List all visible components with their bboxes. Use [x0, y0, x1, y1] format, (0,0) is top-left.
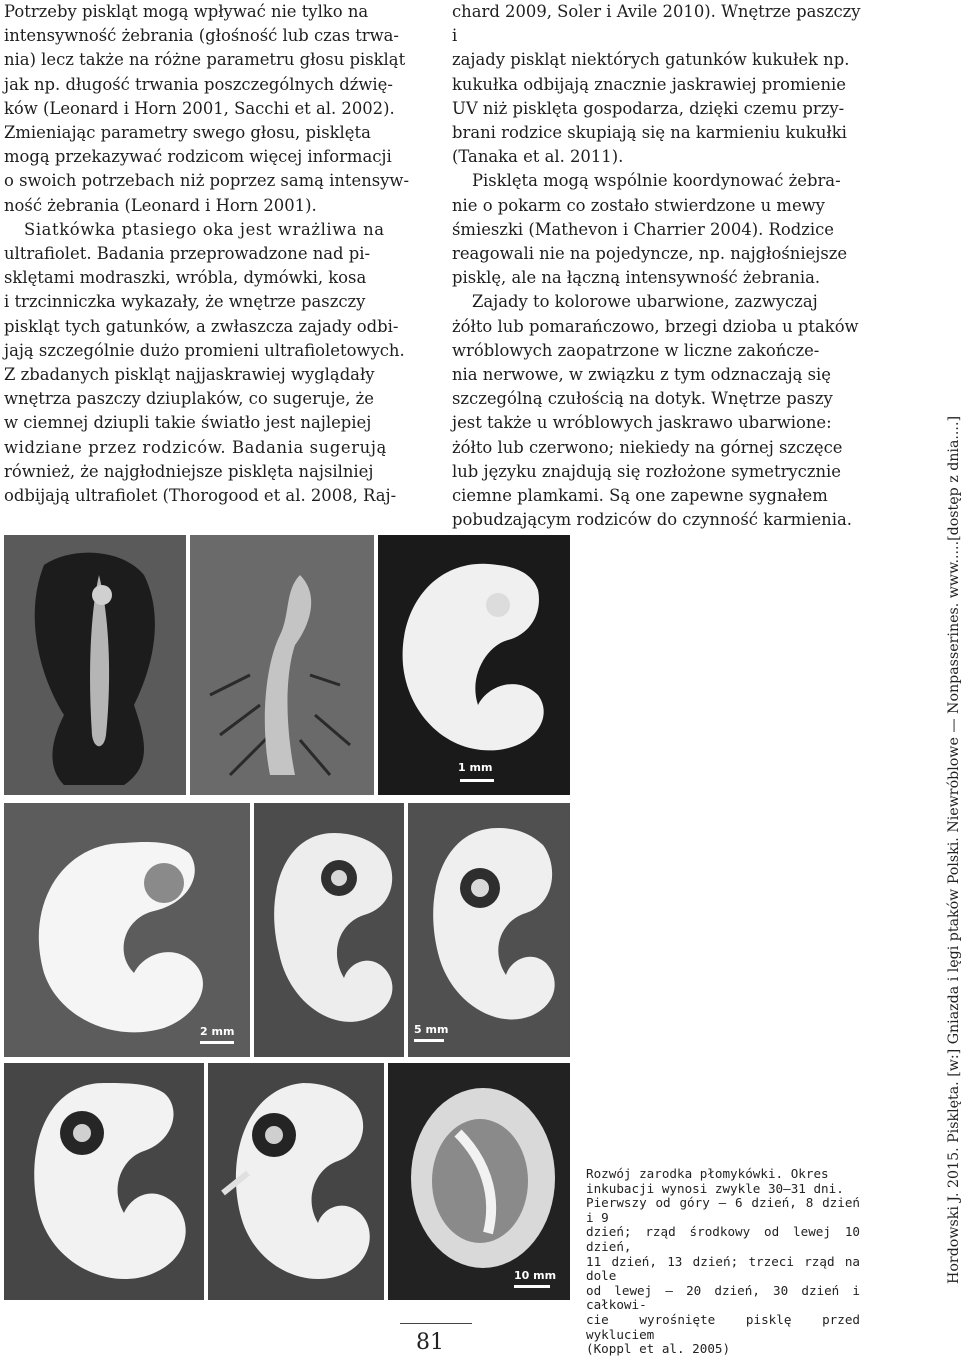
- text-line: jak np. długość trwania poszczególnych dźwię-: [4, 74, 393, 94]
- text-line: pobudzającym rodziców do czynność karmienia.: [452, 510, 852, 530]
- text-line: jest także u wróblowych jaskrawo ubarwione:: [452, 413, 832, 433]
- embryo-photo-day-20: [4, 1063, 204, 1300]
- text-line: Z zbadanych piskląt najjaskrawiej wyglądały: [4, 365, 375, 385]
- text-line: odbijają ultrafiolet (Thorogood et al. 2008, Raj-: [4, 486, 397, 506]
- text-line: kukułka odbijają znacznie jaskrawiej promienie: [452, 74, 846, 94]
- embryo-photo-day-8: [190, 535, 374, 795]
- text-line: pisklę, ale na łączną intensywność żebrania.: [452, 268, 821, 288]
- text-line: Siatkówka ptasiego oka jest wrażliwa na: [24, 219, 385, 239]
- text-line: żółto lub czerwono; niekiedy na górnej szczęce: [452, 437, 843, 457]
- caption-line: Pierwszy od góry – 6 dzień, 8 dzień i 9: [586, 1195, 860, 1225]
- text-line: ków (Leonard i Horn 2001, Sacchi et al. 2002).: [4, 98, 395, 118]
- text-line: reagowali nie na pojedyncze, np. najgłośniejsze: [452, 244, 848, 264]
- footer-divider: [400, 1323, 472, 1324]
- embryo-photo-day-10: [4, 803, 250, 1057]
- page-number: 81: [416, 1330, 444, 1355]
- scale-label: 5 mm: [414, 1023, 449, 1036]
- embryo-photo-hatching: [388, 1063, 570, 1300]
- text-line: w ciemnej dziupli takie światło jest najlepiej: [4, 413, 372, 433]
- caption-line: (Koppl et al. 2005): [586, 1341, 731, 1357]
- embryo-photo-day-9: [378, 535, 570, 795]
- text-line: Zajady to kolorowe ubarwione, zazwyczaj: [472, 292, 818, 312]
- text-line: wnętrza paszczy dziuplaków, co sugeruje, że: [4, 389, 375, 409]
- text-line: nia) lecz także na różne parametru głosu piskląt: [4, 50, 406, 70]
- text-line: intensywność żebrania (głośność lub czas trwa-: [4, 26, 399, 46]
- text-line: Zmieniając parametry swego głosu, pisklęta: [4, 123, 371, 143]
- scale-bar: [460, 779, 494, 782]
- scale-bar: [414, 1039, 444, 1042]
- scale-bar: [514, 1285, 550, 1288]
- caption-line: dzień; rząd środkowy od lewej 10 dzień,: [586, 1224, 860, 1254]
- caption-line: od lewej – 20 dzień, 30 dzień i całkowi-: [586, 1282, 860, 1313]
- text-line: również, że najgłodniejsze pisklęta najsilniej: [4, 461, 374, 481]
- text-line: wróblowych zaopatrzone w liczne zakończe-: [452, 340, 820, 360]
- embryo-photo-day-11: [254, 803, 404, 1057]
- text-line: lub języku znajdują się rozłożone symetrycznie: [452, 461, 841, 481]
- text-line: mogą przekazywać rodzicom więcej informacji: [4, 147, 392, 167]
- embryo-photo-day-30: [208, 1063, 384, 1300]
- text-line: Potrzeby piskląt mogą wpływać nie tylko na: [4, 2, 369, 21]
- text-line: śmieszki (Mathevon i Charrier 2004). Rodzice: [452, 219, 834, 239]
- embryo-photo-day-6: [4, 535, 186, 795]
- scale-label: 2 mm: [200, 1025, 235, 1038]
- text-line: zajady piskląt niektórych gatunków kukułek np.: [452, 50, 850, 70]
- left-text-column: [4, 0, 418, 508]
- text-line: sklętami modraszki, wróbla, dymówki, kosa: [4, 268, 367, 288]
- side-citation: Hordowski J. 2015. Pisklęta. [w:] Gniazda i lęgi ptaków Polski. Niewróblowe — Nonpasserines. www.....[dostęp z dnia....]: [946, 416, 962, 1284]
- text-line: nie o pokarm co zostało stwierdzone u mewy: [452, 195, 825, 215]
- text-line: szczególną czułością na dotyk. Wnętrze paszy: [452, 389, 833, 409]
- caption-line: inkubacji wynosi zwykle 30–31 dni.: [586, 1180, 844, 1196]
- text-line: ultrafiolet. Badania przeprowadzone nad pi-: [4, 244, 371, 264]
- text-line: brani rodzice skupiają się na karmieniu kukułki: [452, 123, 847, 143]
- text-line: jają szczególnie dużo promieni ultrafioletowych.: [4, 340, 405, 360]
- text-line: nia nerwowe, w związku z tym odznaczają się: [452, 365, 831, 385]
- text-line: (Tanaka et al. 2011).: [452, 147, 624, 167]
- embryo-figure: [4, 535, 570, 1300]
- text-line: ność żebrania (Leonard i Horn 2001).: [4, 195, 317, 215]
- text-line: chard 2009, Soler i Avile 2010). Wnętrze paszczy i: [452, 2, 861, 46]
- text-line: żółto lub pomarańczowo, brzegi dzioba u ptaków: [452, 316, 859, 336]
- scale-bar: [200, 1041, 234, 1044]
- scale-label: 1 mm: [458, 761, 493, 774]
- text-line: o swoich potrzebach niż poprzez samą intensyw-: [4, 171, 410, 191]
- text-line: ciemne plamkami. Są one zapewne sygnałem: [452, 486, 828, 506]
- caption-line: 11 dzień, 13 dzień; trzeci rząd na dole: [586, 1253, 860, 1284]
- right-text-column: [452, 0, 868, 532]
- text-line: Pisklęta mogą wspólnie koordynować żebra-: [472, 171, 841, 191]
- text-line: UV niż pisklęta gospodarza, dzięki czemu przy-: [452, 98, 845, 118]
- text-line: widziane przez rodziców. Badania sugerują: [4, 437, 387, 457]
- caption-line: cie wyrośnięte pisklę przed wykluciem: [586, 1311, 860, 1342]
- caption-line: Rozwój zarodka płomykówki. Okres: [586, 1166, 829, 1181]
- embryo-photo-day-13: [408, 803, 570, 1057]
- text-line: i trzcinniczka wykazały, że wnętrze paszczy: [4, 292, 366, 312]
- figure-caption: [586, 1167, 860, 1357]
- text-line: piskląt tych gatunków, a zwłaszcza zajady odbi-: [4, 316, 399, 336]
- scale-label: 10 mm: [514, 1269, 557, 1282]
